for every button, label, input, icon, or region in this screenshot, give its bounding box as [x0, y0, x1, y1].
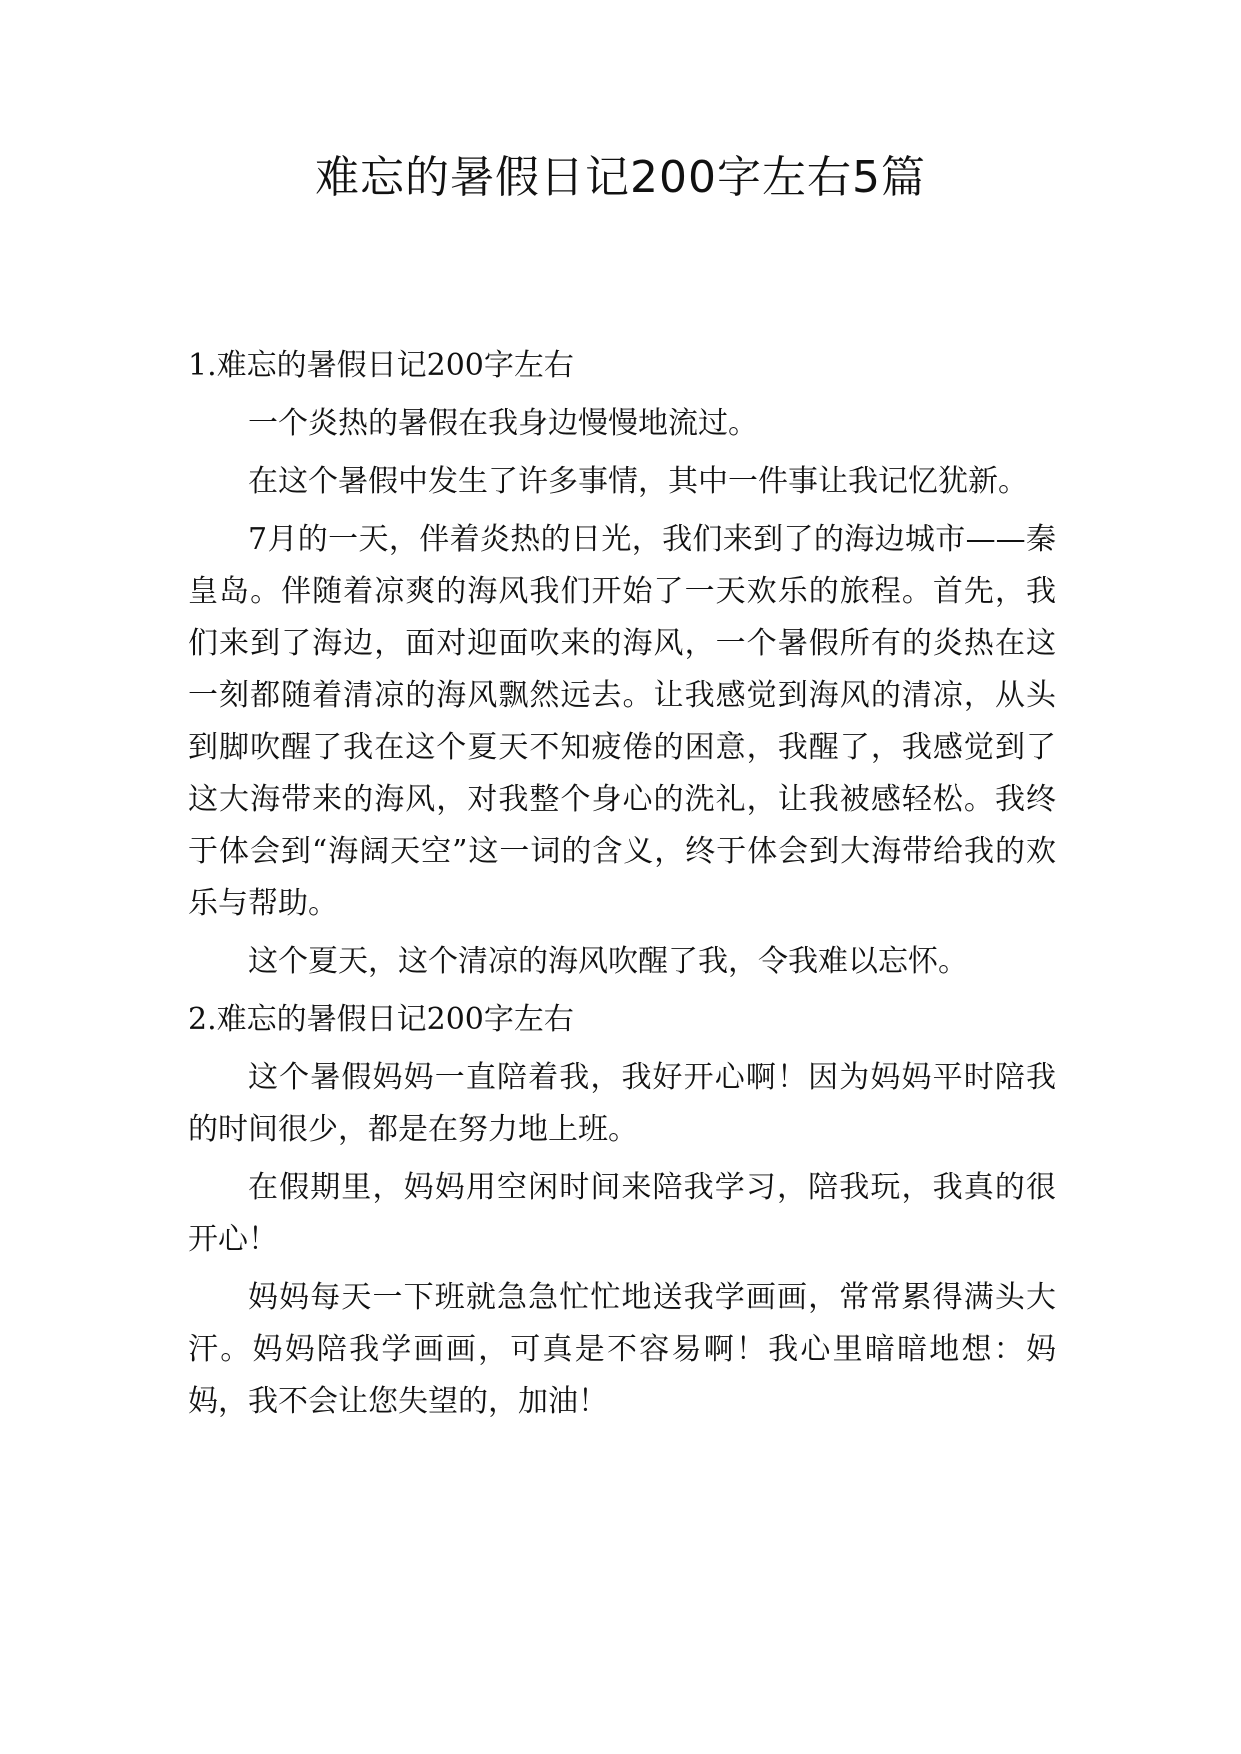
section-heading-1: 1.难忘的暑假日记200字左右: [188, 348, 574, 383]
paragraph: 在假期里，妈妈用空闲时间来陪我学习，陪我玩，我真的很开心！: [188, 1170, 1056, 1257]
paragraph: 7月的一天，伴着炎热的日光，我们来到了的海边城市——秦皇岛。伴随着凉爽的海风我们开始了一天欢乐的旅程。首先，我们来到了海边，面对迎面吹来的海风，一个暑假所有的炎热在这一刻都随着清凉的海风飘然远去。让我感觉到海风的清凉，从头到脚吹醒了我在这个夏天不知疲倦的困意，我醒了，我感觉到了这大海带来的海风，对我整个身心的洗礼，让我被感轻松。我终于体会到“海阔天空”这一词的含义，终于体会到大海带给我的欢乐与帮助。: [188, 522, 1056, 921]
paragraph: 在这个暑假中发生了许多事情，其中一件事让我记忆犹新。: [248, 464, 1028, 499]
document-body: [188, 340, 1056, 1434]
section-heading-2: 2.难忘的暑假日记200字左右: [188, 1002, 574, 1037]
paragraph: 妈妈每天一下班就急急忙忙地送我学画画，常常累得满头大汗。妈妈陪我学画画，可真是不容易啊！我心里暗暗地想：妈妈，我不会让您失望的，加油！: [188, 1280, 1056, 1419]
paragraph: 这个暑假妈妈一直陪着我，我好开心啊！因为妈妈平时陪我的时间很少，都是在努力地上班。: [188, 1060, 1056, 1147]
page-title: 难忘的暑假日记200字左右5篇: [315, 152, 926, 203]
paragraph: 一个炎热的暑假在我身边慢慢地流过。: [248, 406, 758, 441]
paragraph: 这个夏天，这个清凉的海风吹醒了我，令我难以忘怀。: [248, 944, 968, 979]
